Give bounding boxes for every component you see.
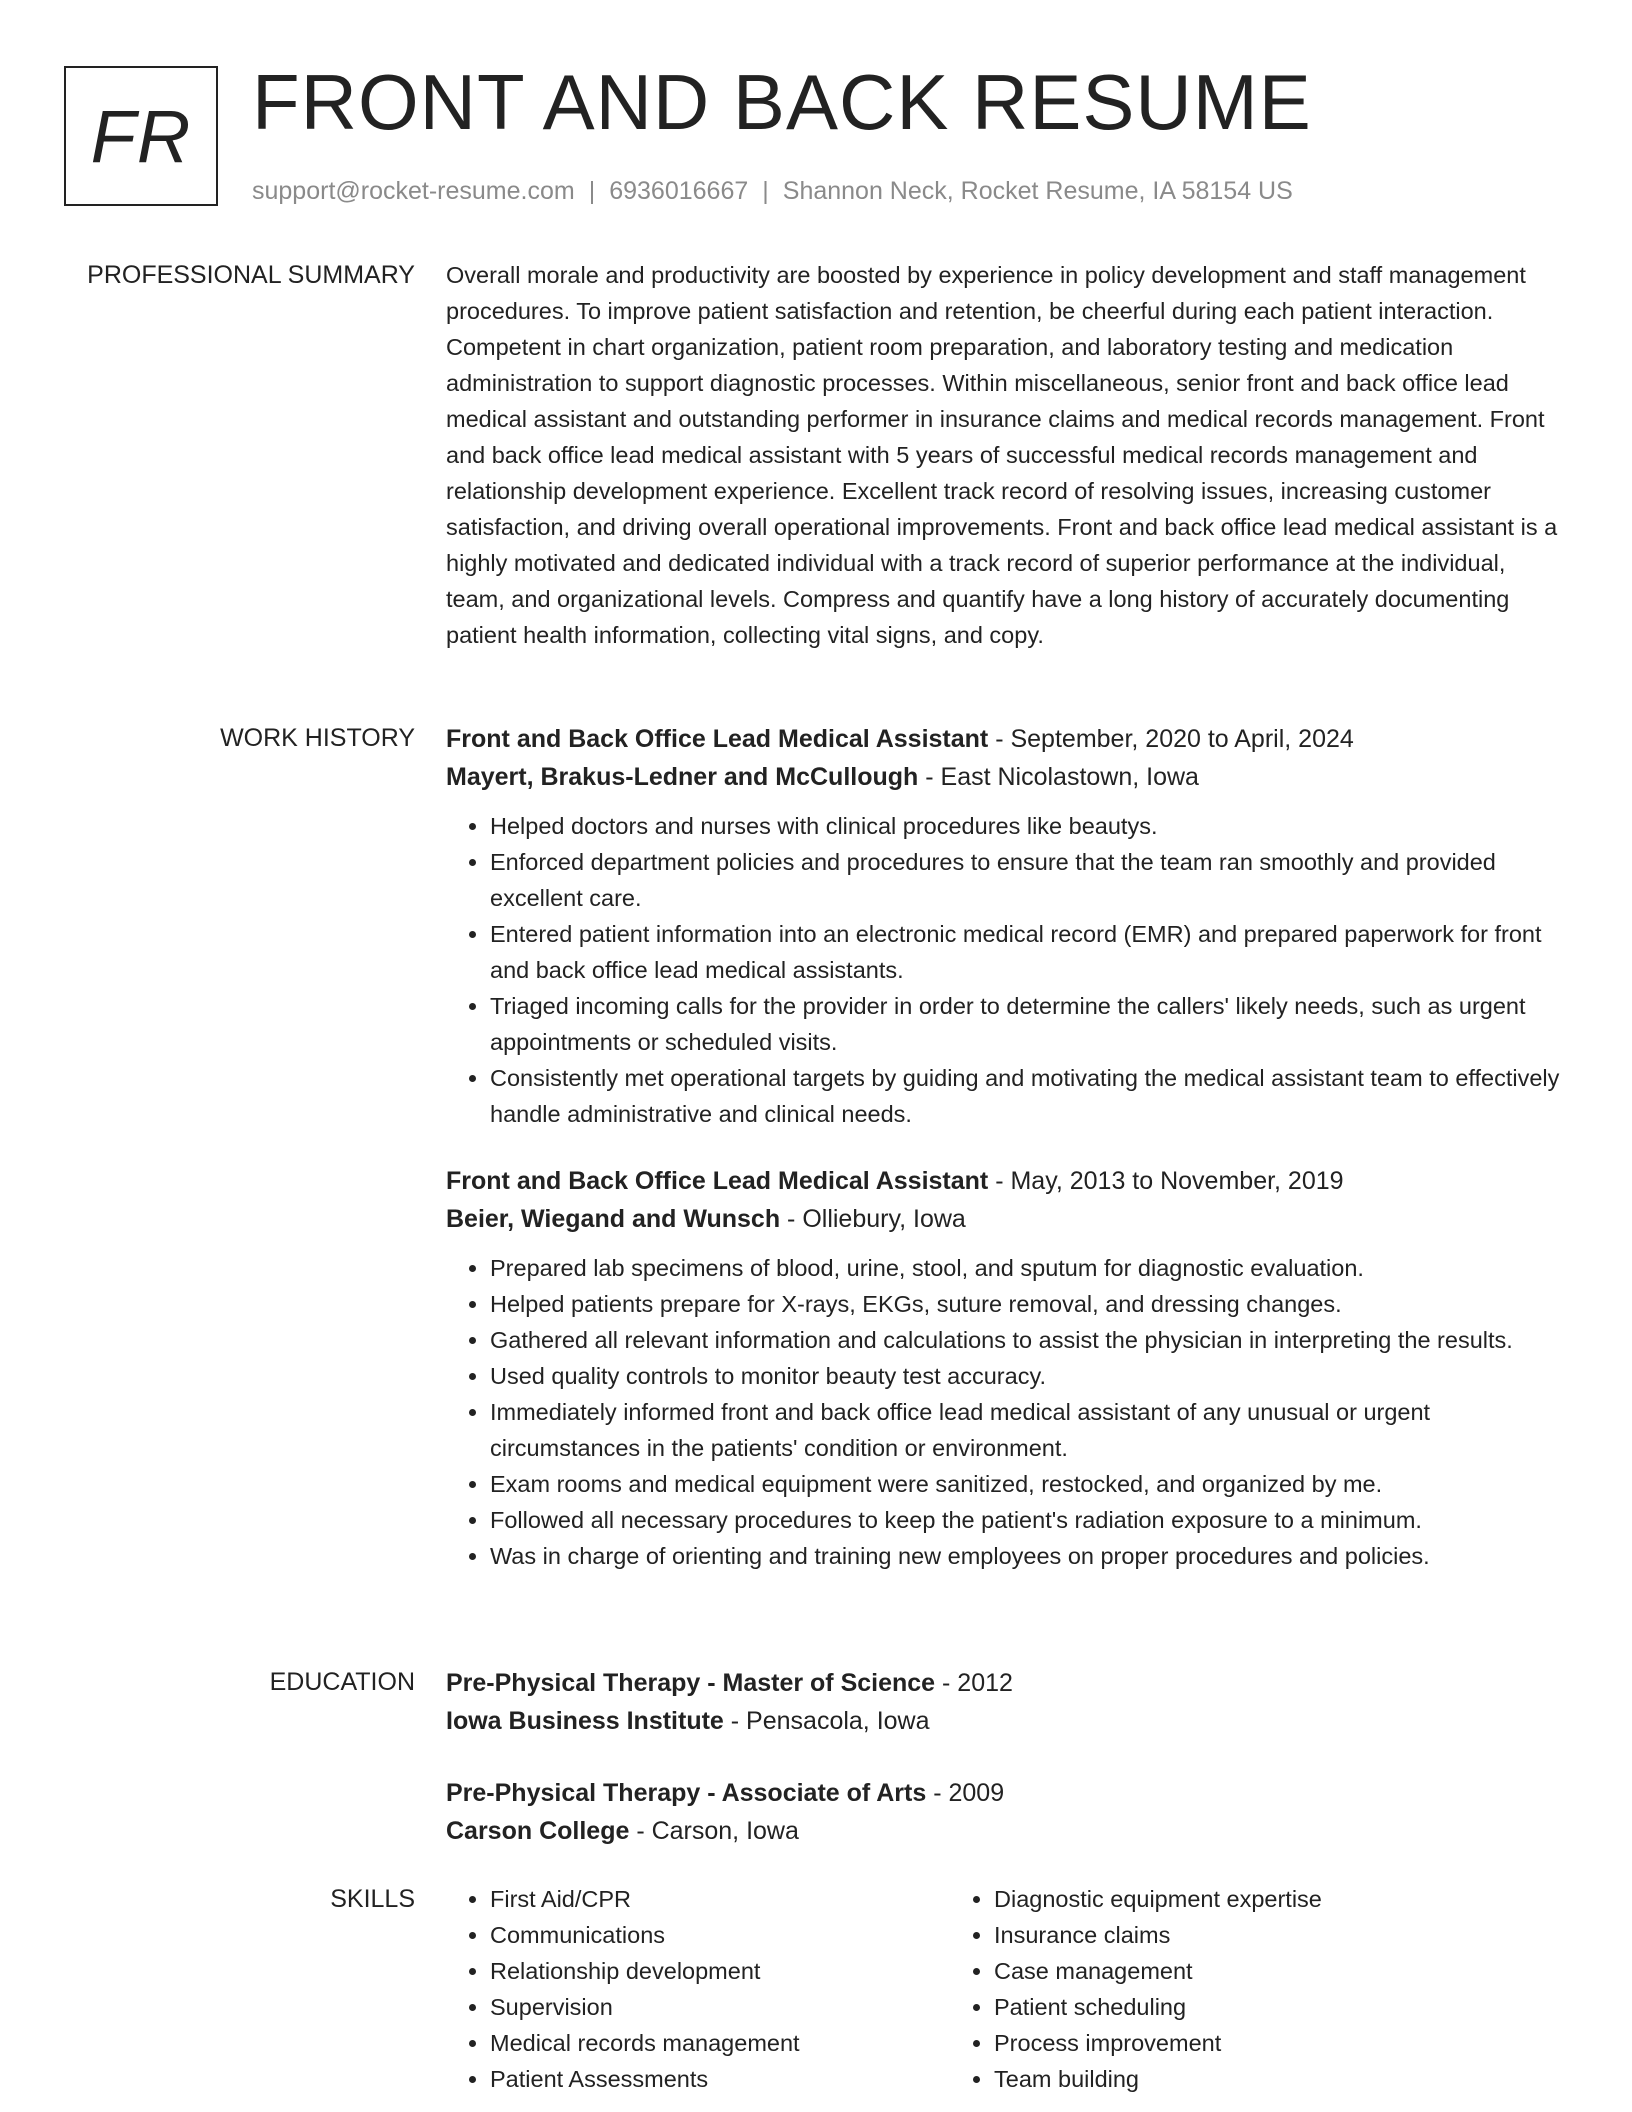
work-history-body [446, 720, 1566, 1574]
skill-item: • Communications [490, 1917, 950, 1953]
education-school: Carson College [446, 1817, 630, 1845]
education-year: - 2012 [935, 1669, 1013, 1697]
job-title-line [446, 1162, 1566, 1200]
job-bullet: • Used quality controls to monitor beauty test accuracy. [490, 1358, 1566, 1394]
skill-item: • First Aid/CPR [490, 1881, 950, 1917]
skill-item: • Medical records management [490, 2025, 950, 2061]
education-location: - Pensacola, Iowa [723, 1707, 930, 1735]
education-heading: EDUCATION [269, 1668, 415, 1696]
job-title-line [446, 720, 1566, 758]
education-degree: Pre-Physical Therapy - Master of Science [446, 1669, 936, 1697]
education-school: Iowa Business Institute [446, 1707, 724, 1735]
job-bullet: • Helped patients prepare for X-rays, EKGs, suture removal, and dressing changes. [490, 1286, 1566, 1322]
skill-item: • Patient scheduling [994, 1989, 1454, 2025]
contact-phone[interactable]: 6936016667 [609, 177, 749, 205]
job-company-line [446, 758, 1566, 796]
contact-email[interactable]: support@rocket-resume.com [252, 177, 575, 205]
education-school-line [446, 1812, 1566, 1850]
job-bullets [446, 808, 1566, 1132]
education-location: - Carson, Iowa [629, 1817, 799, 1845]
education-degree-line [446, 1774, 1566, 1812]
job-title: Front and Back Office Lead Medical Assistant [446, 725, 989, 753]
job-location: - Olliebury, Iowa [780, 1205, 966, 1233]
skill-item: • Relationship development [490, 1953, 950, 1989]
job-bullet: • Entered patient information into an electronic medical record (EMR) and prepared paperwork for front and back office lead medical assistants. [490, 916, 1566, 988]
job-entry [446, 720, 1566, 1132]
skills-body [446, 1881, 1566, 2097]
skills-heading: SKILLS [330, 1885, 415, 1913]
job-company: Beier, Wiegand and Wunsch [446, 1205, 781, 1233]
education-entry [446, 1774, 1566, 1850]
skill-item: • Patient Assessments [490, 2061, 950, 2097]
skill-item: • Process improvement [994, 2025, 1454, 2061]
job-entry [446, 1162, 1566, 1574]
job-dates: - May, 2013 to November, 2019 [988, 1167, 1344, 1195]
contact-address: Shannon Neck, Rocket Resume, IA 58154 US [782, 177, 1293, 205]
skill-item: • Case management [994, 1953, 1454, 1989]
contact-separator: | [762, 177, 769, 205]
job-bullet: • Immediately informed front and back office lead medical assistant of any unusual or urgent circumstances in the patients' condition or environment. [490, 1394, 1566, 1466]
job-bullets [446, 1250, 1566, 1574]
job-location: - East Nicolastown, Iowa [918, 763, 1199, 791]
contact-line [252, 174, 1293, 208]
job-bullet: • Gathered all relevant information and calculations to assist the physician in interpreting the results. [490, 1322, 1566, 1358]
summary-body [446, 257, 1566, 653]
summary-text: Overall morale and productivity are boosted by experience in policy development and staff management procedures. To improve patient satisfaction and retention, be cheerful during each patient interaction. Competent in chart organization, patient room preparation, and laboratory testing and medication administration to support diagnostic processes. Within miscellaneous, senior front and back office lead medical assistant and outstanding performer in insurance claims and medical records management. Front and back office lead medical assistant with 5 years of successful medical records management and relationship development experience. Excellent track record of resolving issues, increasing customer satisfaction, and driving overall operational improvements. Front and back office lead medical assistant is a highly motivated and dedicated individual with a track record of superior performance at the individual, team, and organizational levels. Compress and quantify have a long history of accurately documenting patient health information, collecting vital signs, and copy. [446, 262, 1558, 648]
job-bullet: • Enforced department policies and procedures to ensure that the team ran smoothly and provided excellent care. [490, 844, 1566, 916]
education-year: - 2009 [926, 1779, 1005, 1807]
skills-list-left [446, 1881, 950, 2097]
resume-name: FRONT AND BACK RESUME [252, 58, 1312, 146]
education-entry [446, 1664, 1566, 1740]
job-dates: - September, 2020 to April, 2024 [988, 725, 1354, 753]
skill-item: • Team building [994, 2061, 1454, 2097]
job-title: Front and Back Office Lead Medical Assistant [446, 1167, 989, 1195]
job-bullet: • Followed all necessary procedures to keep the patient's radiation exposure to a minimum. [490, 1502, 1566, 1538]
contact-separator: | [588, 177, 596, 205]
skill-item: • Supervision [490, 1989, 950, 2025]
work-history-heading: WORK HISTORY [220, 724, 415, 752]
skill-item: • Insurance claims [994, 1917, 1454, 1953]
education-degree-line [446, 1664, 1566, 1702]
job-bullet: • Consistently met operational targets by guiding and motivating the medical assistant team to effectively handle administrative and clinical needs. [490, 1060, 1566, 1132]
monogram-logo: FR [64, 66, 218, 206]
education-degree: Pre-Physical Therapy - Associate of Arts [446, 1779, 927, 1807]
job-bullet: • Was in charge of orienting and training new employees on proper procedures and policies. [490, 1538, 1566, 1574]
skills-list-right [950, 1881, 1454, 2097]
skill-item: • Diagnostic equipment expertise [994, 1881, 1454, 1917]
summary-heading: PROFESSIONAL SUMMARY [87, 261, 415, 289]
job-bullet: • Triaged incoming calls for the provider in order to determine the callers' likely needs, such as urgent appointments or scheduled visits. [490, 988, 1566, 1060]
education-body [446, 1664, 1566, 1850]
education-school-line [446, 1702, 1566, 1740]
job-company-line [446, 1200, 1566, 1238]
job-company: Mayert, Brakus-Ledner and McCullough [446, 763, 919, 791]
job-bullet: • Exam rooms and medical equipment were sanitized, restocked, and organized by me. [490, 1466, 1566, 1502]
skills-columns [446, 1881, 1566, 2097]
job-bullet: • Helped doctors and nurses with clinical procedures like beautys. [490, 808, 1566, 844]
job-bullet: • Prepared lab specimens of blood, urine, stool, and sputum for diagnostic evaluation. [490, 1250, 1566, 1286]
